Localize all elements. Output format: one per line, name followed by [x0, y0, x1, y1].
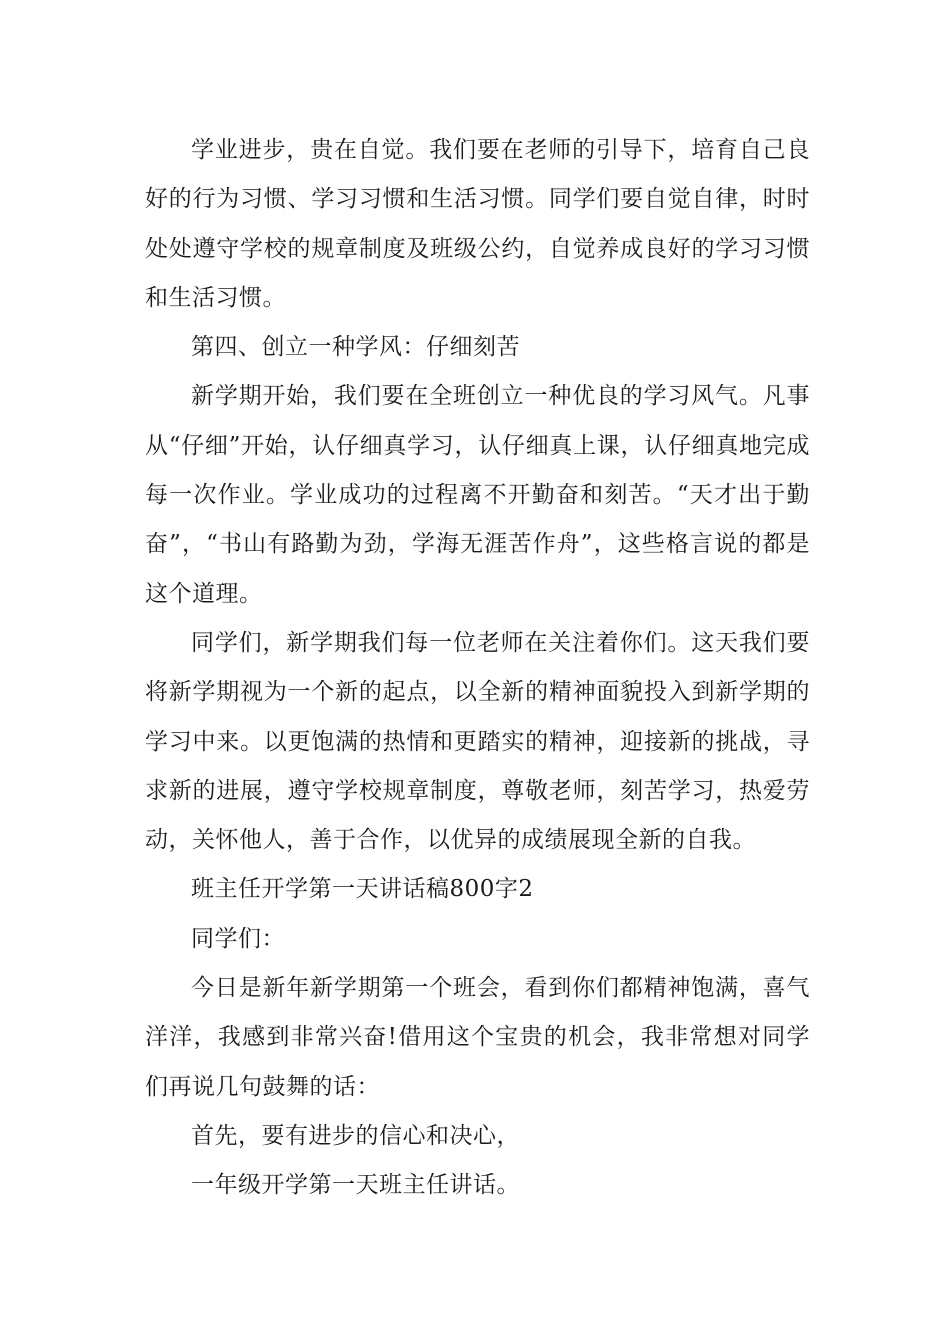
section-title-speech-2: 班主任开学第一天讲话稿800字2	[191, 876, 534, 903]
salutation: 同学们：	[191, 925, 285, 952]
paragraph-closing-line: 一年级开学第一天班主任讲话。	[191, 1172, 520, 1199]
heading-study-style: 第四、创立一种学风：仔细刻苦	[191, 334, 520, 361]
paragraph-study-atmosphere: 新学期开始，我们要在全班创立一种优良的学习风气。凡事从“仔细”开始，认仔细真学习，认仔细真上课，认仔细真地完成每一次作业。学业成功的过程离不开勤奋和刻苦。“天才出于勤奋”，“书山有路勤为劲，学海无涯苦作舟”，这些格言说的都是这个道理。	[145, 383, 810, 607]
paragraph-self-discipline: 学业进步，贵在自觉。我们要在老师的引导下，培育自己良好的行为习惯、学习习惯和生活习惯。同学们要自觉自律，时时处处遵守学校的规章制度及班级公约，自觉养成良好的学习习惯和生活习惯。	[145, 137, 810, 311]
document-body	[145, 126, 810, 1211]
paragraph-first-class-meeting: 今日是新年新学期第一个班会，看到你们都精神饱满，喜气洋洋，我感到非常兴奋!借用这个宝贵的机会，我非常想对同学们再说几句鼓舞的话：	[145, 975, 810, 1100]
paragraph-confidence: 首先，要有进步的信心和决心，	[191, 1122, 520, 1149]
paragraph-new-semester: 同学们，新学期我们每一位老师在关注着你们。这天我们要将新学期视为一个新的起点，以全新的精神面貌投入到新学期的学习中来。以更饱满的热情和更踏实的精神，迎接新的挑战，寻求新的进展，遵守学校规章制度，尊敬老师，刻苦学习，热爱劳动，关怀他人，善于合作，以优异的成绩展现全新的自我。	[145, 629, 810, 854]
